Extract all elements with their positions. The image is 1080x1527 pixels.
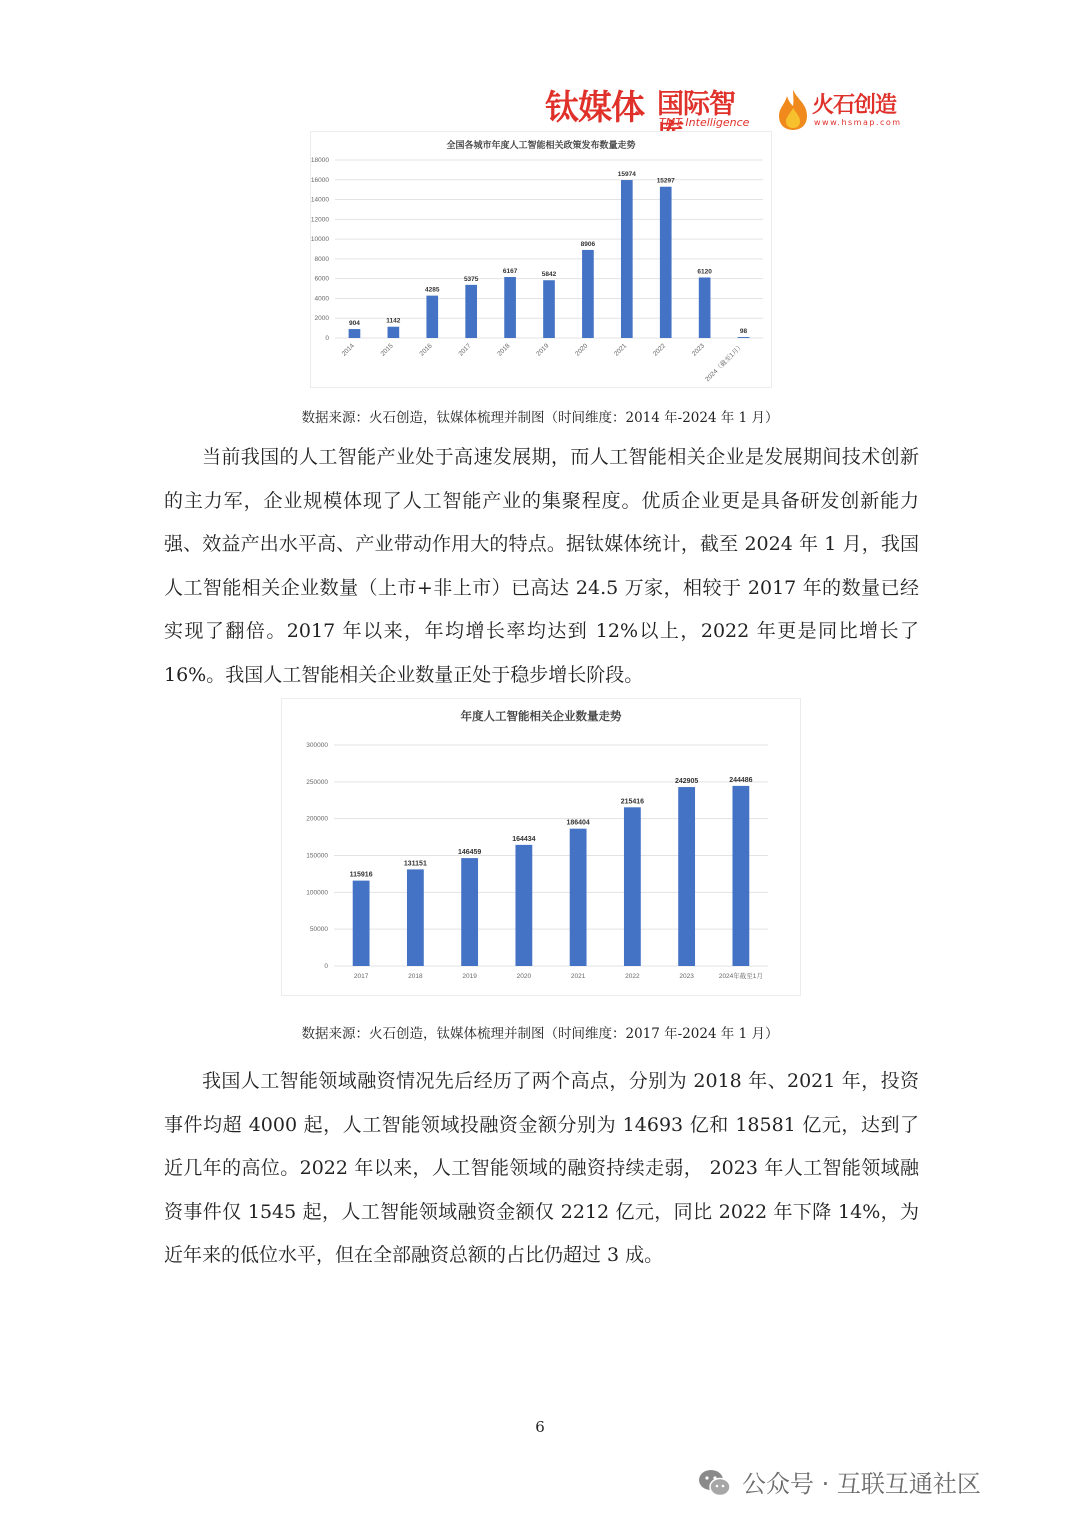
enterprise-count-chart [281, 698, 801, 996]
chart1-xtick-label: 2017 [457, 342, 473, 358]
chart2-xtick-label: 2022 [625, 973, 640, 980]
chart1-xtick-label: 2023 [690, 342, 707, 358]
chart2-ytick-label: 200000 [306, 815, 328, 823]
chart1-bar [388, 327, 400, 338]
chart1-ytick-label: 2000 [314, 315, 329, 323]
chart2-data-label: 186404 [566, 819, 590, 827]
chart1-data-label: 6167 [502, 268, 518, 276]
chart2-ytick-label: 100000 [306, 889, 328, 897]
chart1-bar [738, 337, 750, 338]
chart1-caption: 数据来源：火石创造，钛媒体梳理并制图（时间维度：2014 年-2024 年 1 月） [301, 410, 779, 426]
policy-count-chart-svg [311, 132, 771, 387]
chart1-data-label: 1142 [386, 317, 401, 325]
chart1-bar [660, 187, 672, 338]
chart2-bar [624, 807, 641, 966]
hsmap-logo [776, 88, 900, 132]
chart1-title: 全国各城市年度人工智能相关政策发布数量走势 [446, 140, 636, 150]
chart1-xtick-label: 2014 [340, 342, 356, 358]
chart2-xtick-label: 2020 [516, 973, 532, 980]
tmt-intelligence-logo [545, 88, 750, 132]
chart1-ytick-label: 6000 [314, 275, 329, 283]
chart1-data-label: 5842 [541, 271, 557, 279]
chart2-data-label: 215416 [620, 798, 645, 806]
chart2-bar [570, 829, 587, 966]
chart2-caption: 数据来源：火石创造，钛媒体梳理并制图（时间维度：2017 年-2024 年 1 月） [301, 1026, 779, 1042]
chart1-bar [582, 250, 594, 338]
chart2-ytick-label: 50000 [309, 926, 328, 934]
chart1-ytick-label: 14000 [311, 196, 329, 204]
logo-hs-url: www.hsmap.com [814, 118, 902, 127]
chart2-bar [515, 845, 532, 966]
chart1-data-label: 8906 [580, 240, 596, 248]
chart2-ytick-label: 250000 [306, 778, 328, 786]
logo-tmt-en: TMT Intelligence [659, 116, 750, 129]
chart1-bar [465, 285, 477, 338]
chart2-xtick-label: 2018 [408, 973, 423, 980]
chart1-ytick-label: 16000 [311, 176, 329, 184]
chart1-bar [349, 329, 361, 338]
chart1-data-label: 98 [739, 328, 748, 336]
body-paragraph-1: 当前我国的人工智能产业处于高速发展期，而人工智能相关企业是发展期间技术创新的主力军，企业规模体现了人工智能产业的集聚程度。优质企业更是具备研发创新能力强、效益产出水平高、产业带动作用大的特点。据钛媒体统计，截至 2024 年 1 月，我国人工智能相关企业数量（上市+非上市）已高达 24.5 万家，相较于 2017 年的数量已经实现了翻倍。2017 年以来，年均增长率均达到 12%以上，2022 年更是同比增长了 16%。我国人工智能相关企业数量正处于稳步增长阶段。 [164, 446, 919, 686]
chart1-bar [699, 277, 711, 338]
chart1-ytick-label: 0 [325, 335, 329, 342]
policy-count-chart [310, 131, 772, 388]
wechat-watermark [698, 1462, 1058, 1506]
chart2-bar [461, 858, 478, 966]
chart1-xtick-label: 2022 [651, 342, 668, 358]
chart1-xtick-label: 2024（截至1月） [704, 342, 745, 384]
chart2-bar [353, 881, 370, 966]
chart1-bar [621, 180, 633, 338]
watermark-text: 公众号 · 互联互通社区 [742, 1470, 981, 1498]
chart2-ytick-label: 150000 [306, 852, 328, 860]
chart2-ytick-label: 0 [324, 963, 328, 970]
chart2-data-label: 131151 [403, 860, 427, 868]
chart1-ytick-label: 10000 [311, 236, 329, 244]
chart1-xtick-label: 2018 [496, 342, 512, 358]
chart1-bar [504, 277, 516, 338]
body-paragraph-2: 我国人工智能领域融资情况先后经历了两个高点，分别为 2018 年、2021 年，投资事件均超 4000 起，人工智能领域投融资金额分别为 14693 亿和 18581 亿元，达到了近几年的高位。2022 年以来，人工智能领域的融资持续走弱， 2023 年人工智能领域融资事件仅 1545 起，人工智能领域融资金额仅 2212 亿元，同比 2022 年下降 14%，为近年来的低位水平，但在全部融资总额的占比仍超过 3 成。 [164, 1070, 919, 1266]
enterprise-count-chart-svg [282, 699, 800, 995]
chart1-data-label: 15297 [656, 177, 675, 185]
chart1-data-label: 904 [349, 320, 360, 328]
chart1-ytick-label: 4000 [314, 295, 329, 303]
chart2-bar [678, 787, 695, 966]
chart1-data-label: 15974 [617, 171, 636, 179]
chart1-xtick-label: 2015 [379, 342, 395, 358]
chart2-bar [732, 786, 749, 966]
chart1-xtick-label: 2016 [418, 342, 434, 358]
page-number: 6 [535, 1418, 545, 1436]
chart2-xtick-label: 2017 [353, 973, 369, 980]
chart2-xtick-label: 2021 [570, 973, 586, 980]
chart1-xtick-label: 2020 [574, 342, 590, 358]
chart1-ytick-label: 18000 [311, 157, 329, 164]
chart2-bar [407, 869, 424, 966]
chart2-data-label: 244486 [729, 776, 753, 784]
chart1-xtick-label: 2021 [613, 342, 629, 358]
chart1-data-label: 6120 [697, 268, 712, 276]
chart1-xtick-label: 2019 [535, 342, 551, 358]
chart2-title: 年度人工智能相关企业数量走势 [460, 711, 622, 723]
wechat-icon [698, 1468, 732, 1500]
chart2-data-label: 146459 [457, 849, 482, 857]
chart1-bar [543, 280, 555, 338]
chart2-xtick-label: 2023 [679, 973, 694, 980]
chart2-ytick-label: 300000 [306, 742, 328, 749]
logo-tmt-main: 钛媒体 [545, 88, 644, 128]
chart1-ytick-label: 12000 [311, 216, 329, 224]
chart1-ytick-label: 8000 [314, 255, 329, 263]
chart2-data-label: 164434 [512, 835, 536, 843]
chart2-data-label: 242905 [674, 778, 699, 786]
logo-hs-name: 火石创造 [812, 93, 897, 118]
flame-icon [776, 88, 810, 132]
chart1-bar [426, 296, 438, 338]
logo-tmt-cn: 国际智 [657, 89, 735, 120]
chart1-data-label: 4285 [425, 286, 440, 294]
chart2-xtick-label: 2019 [462, 973, 477, 980]
chart2-xtick-label: 2024年截至1月 [718, 973, 763, 980]
chart2-data-label: 115916 [349, 871, 373, 879]
chart1-data-label: 5375 [463, 275, 479, 283]
